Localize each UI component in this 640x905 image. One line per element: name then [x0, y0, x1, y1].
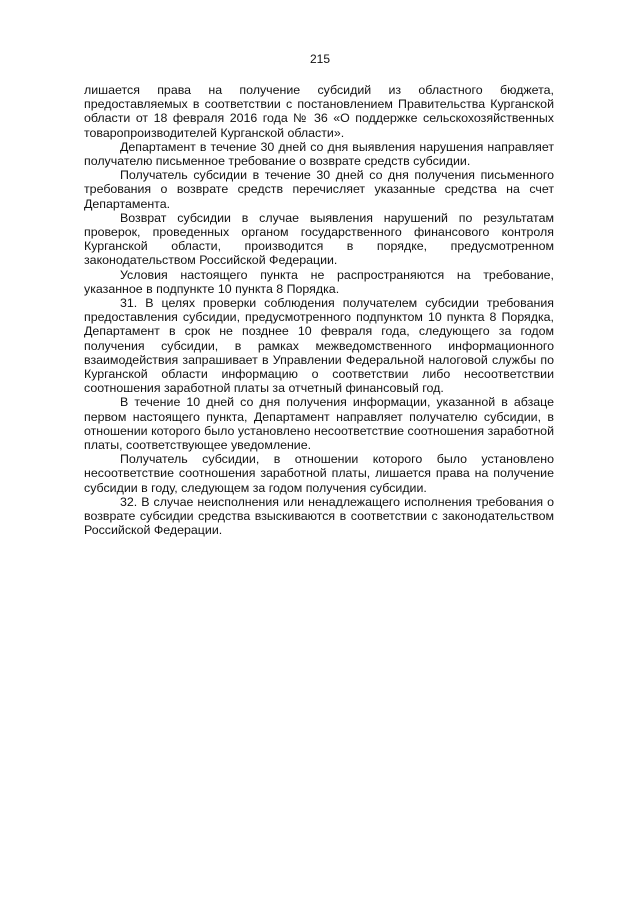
paragraph: В течение 10 дней со дня получения информации, указанной в абзаце первом настоящего пункта, Департамент направляет получателю субсидии, в отношении которого было установлено несоответствие соотношения заработной платы, соответствующее уведомление.: [84, 395, 554, 453]
paragraph: Получатель субсидии, в отношении которого было установлено несоответствие соотношения заработной платы, лишается права на получение субсидии в году, следующем за годом получения субсидии.: [84, 452, 554, 495]
paragraph-clause-32: 32. В случае неисполнения или ненадлежащего исполнения требования о возврате субсидии средства взыскиваются в соответствии с законодательством Российской Федерации.: [84, 494, 554, 538]
paragraph: Получатель субсидии в течение 30 дней со дня получения письменного требования о возврате средств перечисляет указанные средства на счет Департамента.: [84, 168, 554, 211]
paragraph-clause-31: 31. В целях проверки соблюдения получателем субсидии требования предоставления субсидии, предусмотренного подпунктом 10 пункта 8 Порядка, Департамент в срок не позднее 10 февраля года, следующего за годом получения субсидии, в рамках межведомственного информационного взаимодействия запрашивает в Управлении Федеральной налоговой службы по Курганской области информацию о соответствии либо несоответствии соотношения заработной платы за отчетный финансовый год.: [84, 296, 554, 396]
paragraph: Условия настоящего пункта не распространяются на требование, указанное в подпункте 10 пункта 8 Порядка.: [84, 267, 554, 296]
paragraph: Департамент в течение 30 дней со дня выявления нарушения направляет получателю письменное требование о возврате средств субсидии.: [84, 139, 554, 169]
document-body: [84, 83, 554, 538]
paragraph-continuation: лишается права на получение субсидий из областного бюджета, предоставляемых в соответствии с постановлением Правительства Курганской области от 18 февраля 2016 года № 36 «О поддержке сельскохозяйственных товаропроизводителей Курганской области».: [84, 83, 554, 140]
page-number: 215: [309, 52, 331, 66]
paragraph: Возврат субсидии в случае выявления нарушений по результатам проверок, проведенных органом государственного финансового контроля Курганской области, производится в порядке, предусмотренном законодательством Российской Федерации.: [84, 210, 554, 268]
